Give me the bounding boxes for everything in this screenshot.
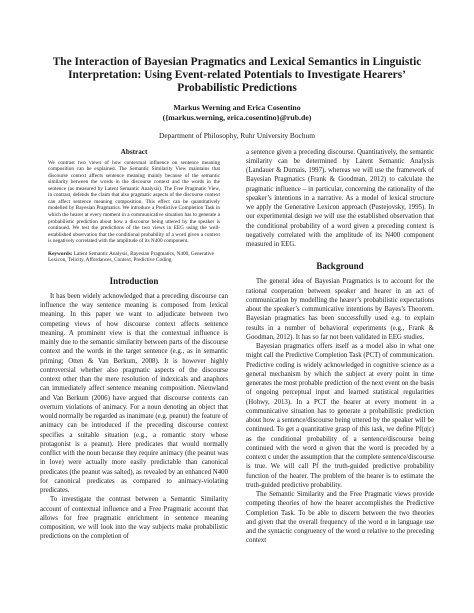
introduction-paragraph: To investigate the contrast between a Semantic Similarity account of contextual influence and a Free Pragmatic account that allows for free pragmatic enrichment in sentence meaning composition, we will look into the way subjects make probabilistic predictions on the completion of [40, 496, 228, 541]
background-paragraph: The Semantic Similarity and the Free Pragmatic views provide competing theories of how the hearer accomplishes the Predictive Completion Task. To be able to discern between the two theories and given that the overall frequency of the word α in language use and the syntactic congruency of the word α relative to the preceding context [246, 491, 434, 545]
right-column [246, 148, 434, 546]
background-paragraph: Bayesian pragmatics offers itself as a model also in what one might call the Predictive Completion Task (PCT) of communication. Predictive coding is widely acknowledged in cognitive science as a general mechanism by which the subject at every point in time generates the most probable prediction of the next event on the basis of ongoing perceptual input and learned statistical regularities (Hohwy, 2013). In a PCT the hearer at every moment in a communicative situation has to generate a probabilistic prediction about how a sentence/discourse being uttered by the speaker will be continued. To get a quantitative grasp of this task, we define Pf(α|c) as the conditional probability of a sentence/discourse being continued with the word α given that the word is preceded by a context c under the assumption that the complete sentence/discourse is true. We will call Pf the truth-guided predictive probability function of the hearer. The problem of the hearer is to estimate the truth-guided predictive probability. [246, 343, 434, 489]
two-column-body [40, 148, 434, 546]
keywords-label: Keywords: [48, 250, 73, 257]
introduction-heading: Introduction [109, 275, 159, 286]
background-heading: Background [316, 261, 364, 272]
introduction-paragraph: It has been widely acknowledged that a preceding discourse can influence the way sentence meaning is composed from lexical meaning. In this paper we want to adjudicate between two competing views of how discourse context affects sentence meaning. A prominent view is that the contextual influence is mainly due to the semantic similarity between parts of the discourse context and the words in the target sentence (e.g., as in semantic priming; Otten & Van Berkum, 2008). It is however highly controversial whether also pragmatic aspects of the discourse context other than the mere resolution of indexicals and anaphors can immediately affect sentence meaning composition. Nieuwland and Van Berkum (2006) have argued that discourse contexts can overturn violations of animacy. For a noun denoting an object that would normally be regarded as inanimate (e.g. peanut) the feature of animacy can be introduced if the preceding discourse context specifies a suitable situation (e.g., a romantic story whose protagonist is a peanut). Here predicates that would normally conflict with the noun because they require animacy (the peanut was in love) were actually more easily predictable than canonical predicates (the peanut was salted), as revealed by an enhanced N400 for canonical predicates as compared to animacy-violating predicates. [40, 292, 228, 495]
abstract-heading: Abstract [120, 147, 148, 156]
keywords [48, 251, 220, 264]
keywords-text: Latent Semantic Analysis, Bayesian Pragmatics, N400, Generative Lexicon, Telicity, Affordances, Context, Predictive Coding [48, 250, 214, 264]
author-names: Markus Werning and Erica Cosentino [173, 102, 301, 112]
abstract-text: We contrast two views of how contextual influence on sentence meaning composition can be explained. The Semantic Similarity View maintains that discourse context affects sentence meaning mainly because of the semantic similarity between the words in the discourse context and the words in the sentence (as measured by Latent Semantic Analysis). The Free Pragmatic View, in contrast, defends the claim that also pragmatic aspects of the discourse context can affect sentence meaning composition. This effect can be quantitatively modelled by Bayesian Pragmatics. We introduce a Predictive Completion Task in which the hearer at every moment in a communicative situation has to generate a probabilistic prediction about how a discourse being uttered by the speaker is continued. We test the predictions of the two views in EEG using the well-established observation that the conditional probability of a word given a context is negatively correlated with the amplitude of its N400 component. [48, 159, 220, 245]
affiliation: Department of Philosophy, Ruhr University Bochum [159, 130, 315, 140]
paper-authors [40, 103, 434, 123]
paper-title: The Interaction of Bayesian Pragmatics and Lexical Semantics in Linguistic Interpretation: Using Event-related Potentials to Investigate Hearers’ Probabilistic Predictions [52, 56, 422, 95]
left-column [40, 148, 228, 546]
abstract-section [40, 148, 228, 264]
author-emails: ({markus.werning, erica.cosentino}@rub.de) [162, 112, 312, 122]
background-paragraph: The general idea of Bayesian Pragmatics is to account for the rational cooperation between speaker and hearer in an act of communication by modelling the hearer’s probabilistic expectations about the speaker’s communicative intentions by Bayes’s Theorem. Bayesian pragmatics has been successfully used e.g. to explain results in a number of behavioral experiments (e.g., Frank & Goodman, 2012). It has so far not been validated in EEG studies. [246, 278, 434, 341]
introduction-continuation: a sentence given a preceding discourse. Quantitatively, the semantic similarity can be determined by Latent Semantic Analysis (Landauer & Dumais, 1997), whereas we will use the framework of Bayesian Pragmatics (Frank & Goodman, 2012) to calculate the pragmatic influence – in particular, concerning the rationality of the speaker’s intentions in a narrative. As a model of lexical structure we apply the Generative Lexicon approach (Pustejovsky, 1995). In our experimental design we will use the established observation that the conditional probability of a word given a preceding context is negatively correlated with the amplitude of its N400 component measured in EEG. [246, 148, 434, 249]
